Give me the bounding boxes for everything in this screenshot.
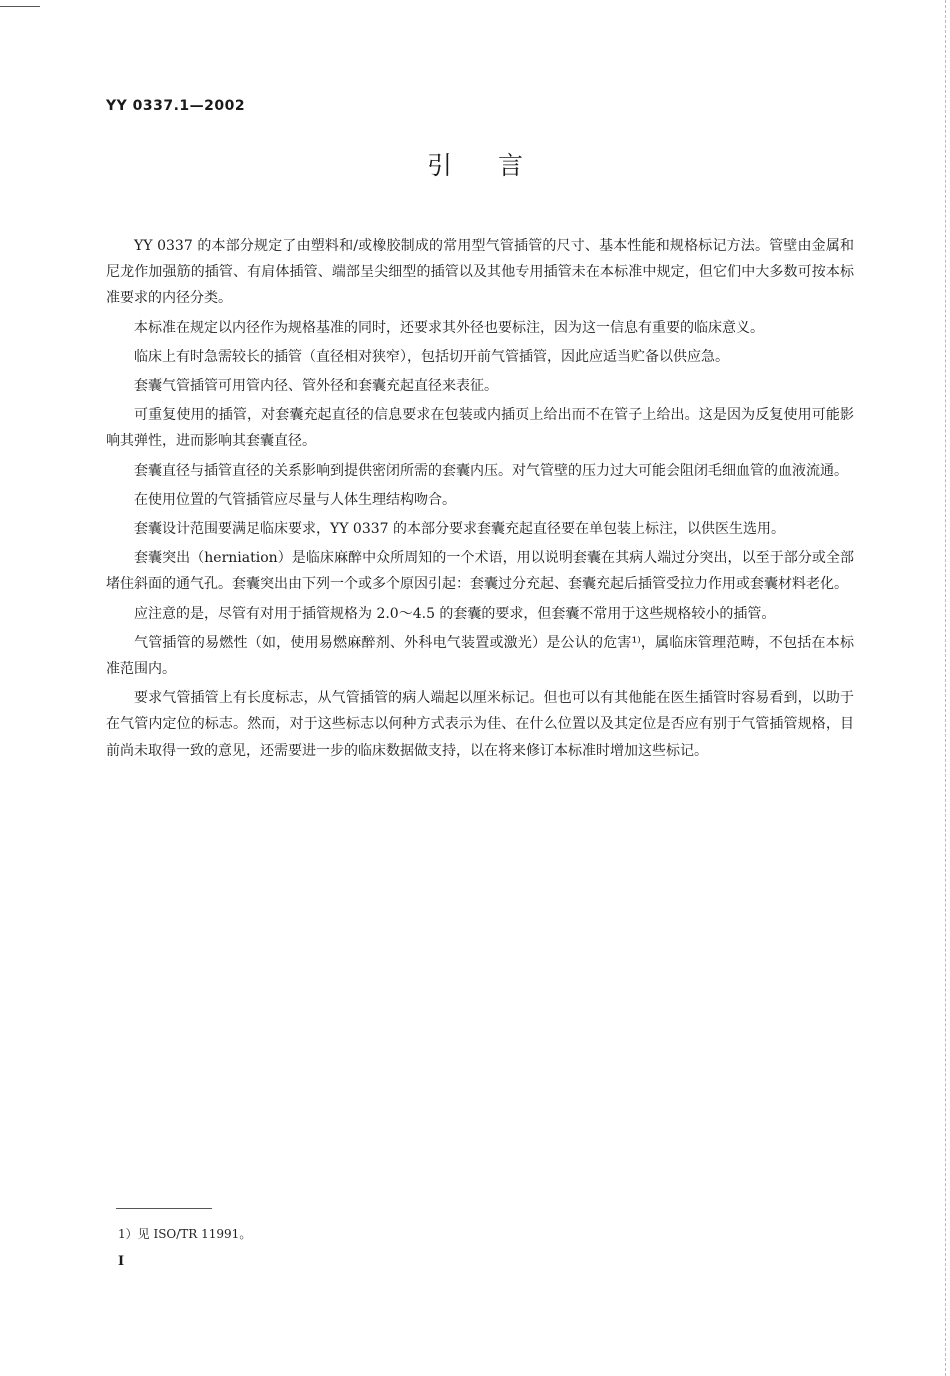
footnote-separator bbox=[116, 1208, 212, 1209]
top-rule bbox=[0, 6, 40, 7]
paragraph: 套囊直径与插管直径的关系影响到提供密闭所需的套囊内压。对气管壁的压力过大可能会阻闭毛细血管的血液流通。 bbox=[134, 462, 848, 479]
paragraph: 套囊气管插管可用管内径、管外径和套囊充起直径来表征。 bbox=[134, 378, 498, 395]
paragraph: 气管插管的易燃性（如，使用易燃麻醉剂、外科电气装置或激光）是公认的危害¹⁾，属临床管理范畴，不包括在本标准范围内。 bbox=[106, 634, 854, 678]
scan-edge-line bbox=[945, 0, 946, 1376]
paragraph: 套囊设计范围要满足临床要求，YY 0337 的本部分要求套囊充起直径要在单包装上标注，以供医生选用。 bbox=[134, 521, 786, 538]
paragraph: 临床上有时急需较长的插管（直径相对狭窄），包括切开前气管插管，因此应适当贮备以供应急。 bbox=[134, 348, 729, 365]
paragraph: 在使用位置的气管插管应尽量与人体生理结构吻合。 bbox=[134, 491, 456, 508]
paragraph: 可重复使用的插管，对套囊充起直径的信息要求在包装或内插页上给出而不在管子上给出。这是因为反复使用可能影响其弹性，进而影响其套囊直径。 bbox=[106, 407, 854, 450]
body-text bbox=[106, 233, 854, 767]
footnote: 1）见 ISO/TR 11991。 bbox=[118, 1227, 252, 1241]
document-number: YY 0337.1—2002 bbox=[106, 98, 246, 114]
paragraph: 要求气管插管上有长度标志，从气管插管的病人端起以厘米标记。但也可以有其他能在医生插管时容易看到，以助于在气管内定位的标志。然而，对于这些标志以何种方式表示为佳、在什么位置以及其定位是否应有别于气管插管规格，目前尚未取得一致的意见，还需要进一步的临床数据做支持，以在将来修订本标准时增加这些标记。 bbox=[106, 690, 854, 759]
paragraph: YY 0337 的本部分规定了由塑料和/或橡胶制成的常用型气管插管的尺寸、基本性能和规格标记方法。管壁由金属和尼龙作加强筋的插管、有肩体插管、端部呈尖细型的插管以及其他专用插管未在本标准中规定，但它们中大多数可按本标准要求的内径分类。 bbox=[106, 238, 854, 307]
page-title: 引言 bbox=[426, 151, 569, 180]
paragraph: 套囊突出（herniation）是临床麻醉中众所周知的一个术语，用以说明套囊在其病人端过分突出，以至于部分或全部堵住斜面的通气孔。套囊突出由下列一个或多个原因引起：套囊过分充起、套囊充起后插管受拉力作用或套囊材料老化。 bbox=[106, 550, 854, 593]
paragraph: 应注意的是，尽管有对用于插管规格为 2.0～4.5 的套囊的要求，但套囊不常用于这些规格较小的插管。 bbox=[134, 605, 776, 622]
page-number: I bbox=[118, 1254, 125, 1269]
paragraph: 本标准在规定以内径作为规格基准的同时，还要求其外径也要标注，因为这一信息有重要的临床意义。 bbox=[134, 319, 764, 336]
